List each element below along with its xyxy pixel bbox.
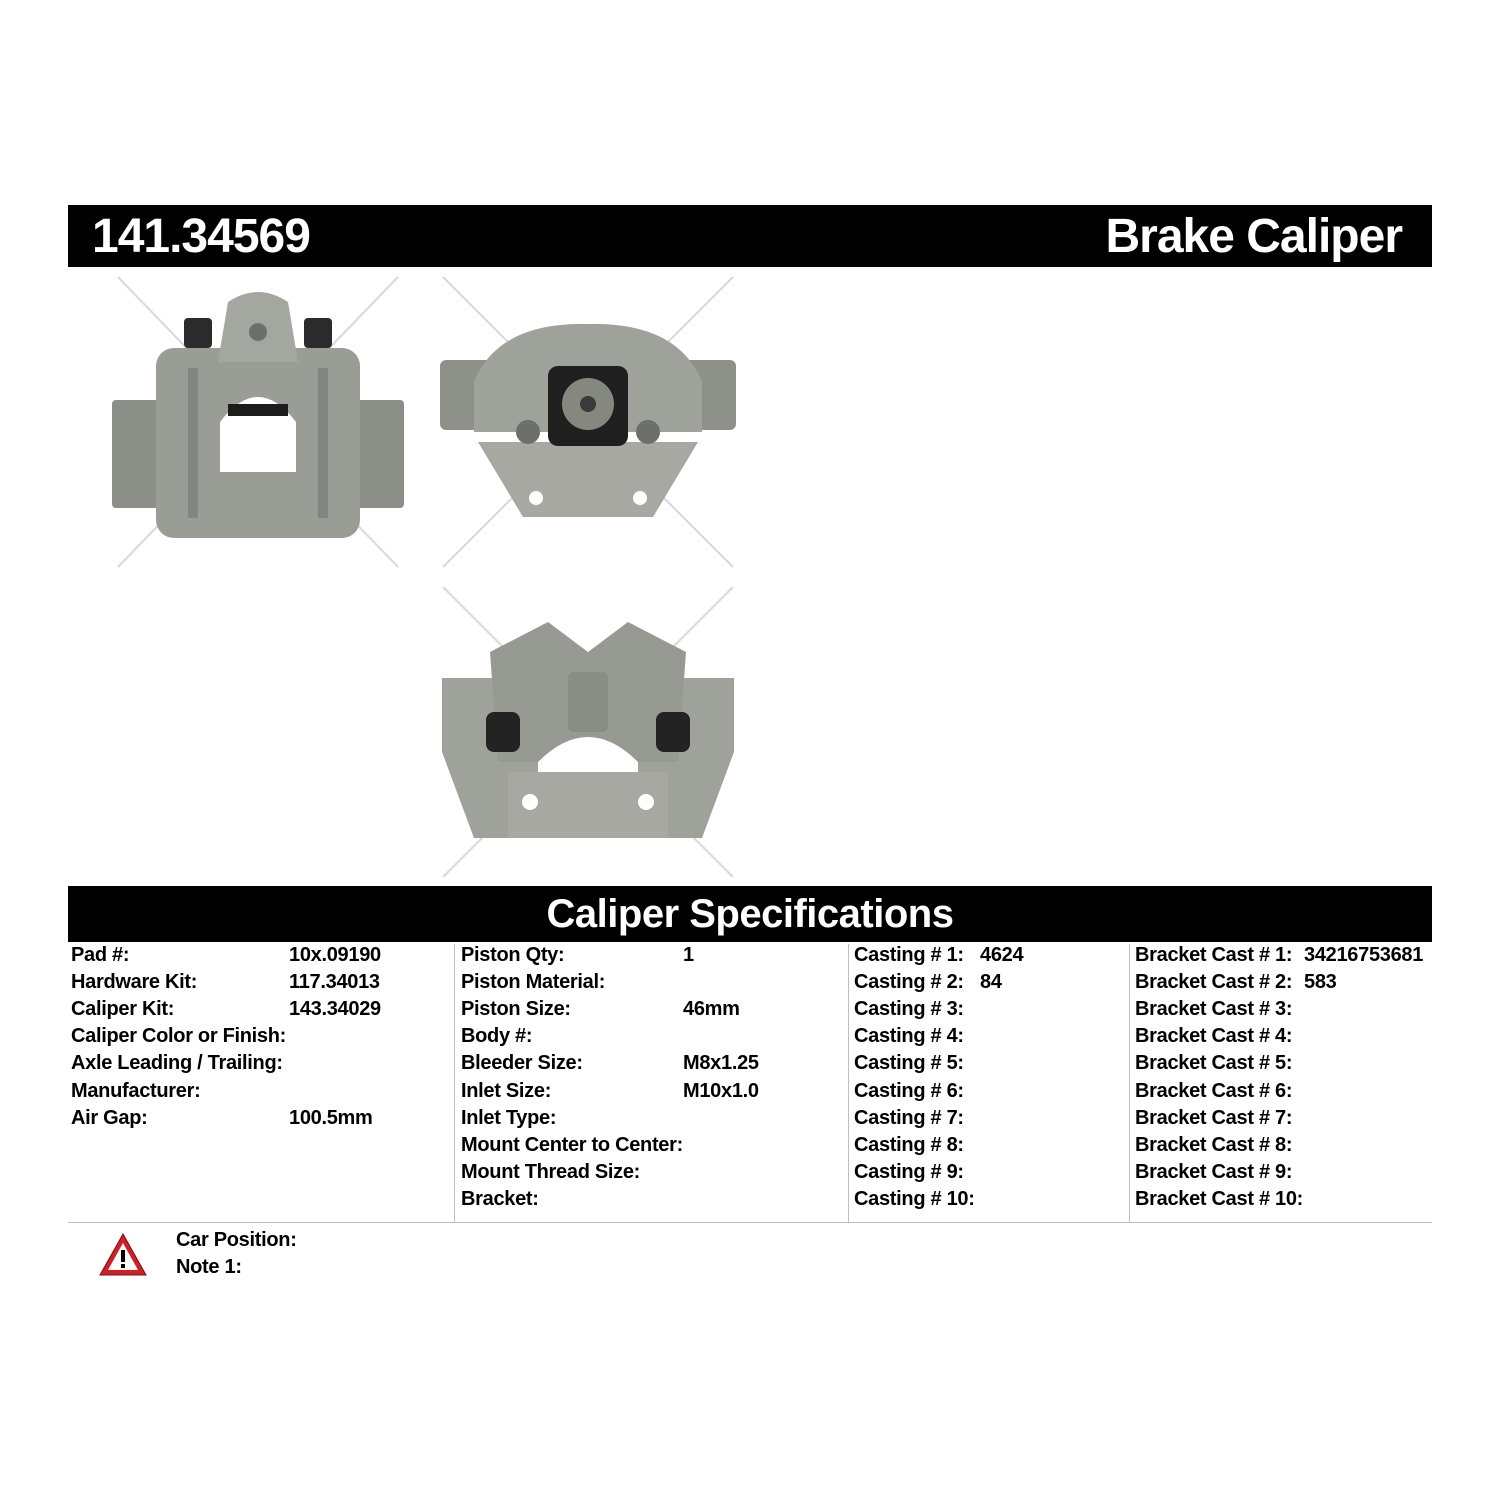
- spec-value: 10x.09190: [289, 944, 381, 966]
- spec-label: Bracket Cast # 4:: [1135, 1025, 1293, 1048]
- column-divider: [1129, 944, 1130, 1222]
- spec-value: 117.34013: [289, 971, 380, 994]
- spec-label: Inlet Size:: [461, 1079, 552, 1102]
- spec-label: Casting # 1:: [854, 944, 964, 966]
- title-bar: [68, 205, 1432, 267]
- spec-column-bracket-cast: [1135, 944, 1435, 1222]
- spec-label: Bracket Cast # 6:: [1135, 1079, 1293, 1102]
- warning-triangle-icon: [98, 1232, 148, 1278]
- spec-label: Bracket Cast # 1:: [1135, 944, 1293, 966]
- spec-label: Bracket Cast # 9:: [1135, 1160, 1293, 1183]
- caliper-top-view-image: [438, 582, 738, 882]
- car-position-label: Car Position:: [176, 1229, 297, 1251]
- spec-label: Bracket Cast # 5:: [1135, 1052, 1293, 1075]
- spec-label: Bracket Cast # 2:: [1135, 971, 1293, 994]
- spec-label: Piston Qty:: [461, 944, 565, 966]
- spec-label: Mount Center to Center:: [461, 1133, 683, 1156]
- caliper-front-view-image: [438, 272, 738, 572]
- spec-value: 1: [683, 944, 694, 966]
- spec-label: Caliper Color or Finish:: [71, 1025, 287, 1048]
- spec-label: Casting # 8:: [854, 1133, 964, 1156]
- spec-value: 583: [1304, 971, 1337, 994]
- column-divider: [848, 944, 849, 1222]
- spec-label: Casting # 2:: [854, 971, 964, 994]
- spec-label: Casting # 9:: [854, 1160, 964, 1183]
- spec-label: Bracket Cast # 7:: [1135, 1106, 1293, 1129]
- spec-label: Bracket Cast # 8:: [1135, 1133, 1293, 1156]
- spec-label: Caliper Kit:: [71, 998, 175, 1021]
- spec-label: Bracket Cast # 3:: [1135, 998, 1293, 1021]
- spec-label: Inlet Type:: [461, 1106, 557, 1129]
- spec-value: 34216753681: [1304, 944, 1424, 966]
- spec-label: Mount Thread Size:: [461, 1160, 641, 1183]
- spec-value: 100.5mm: [289, 1106, 373, 1129]
- spec-value: 84: [980, 971, 1002, 994]
- spec-label: Piston Size:: [461, 998, 571, 1021]
- spec-label: Casting # 6:: [854, 1079, 964, 1102]
- spec-value: 46mm: [683, 998, 740, 1021]
- part-type: Brake Caliper: [1105, 210, 1402, 263]
- part-number: 141.34569: [92, 210, 310, 263]
- spec-label: Bleeder Size:: [461, 1052, 583, 1075]
- caliper-rear-view-image: [108, 272, 408, 572]
- note-1-label: Note 1:: [176, 1256, 242, 1278]
- column-divider: [454, 944, 455, 1222]
- spec-bottom-rule: [68, 1222, 1432, 1223]
- spec-label: Casting # 7:: [854, 1106, 964, 1129]
- spec-value: M8x1.25: [683, 1052, 759, 1075]
- spec-column-general: [71, 944, 451, 1222]
- spec-label: Pad #:: [71, 944, 130, 966]
- spec-label: Axle Leading / Trailing:: [71, 1052, 283, 1075]
- specifications-title: Caliper Specifications: [546, 892, 954, 936]
- spec-label: Casting # 5:: [854, 1052, 964, 1075]
- specifications-header: [68, 886, 1432, 942]
- spec-label: Casting # 10:: [854, 1187, 975, 1210]
- spec-label: Air Gap:: [71, 1106, 148, 1129]
- spec-label: Casting # 3:: [854, 998, 964, 1021]
- spec-label: Piston Material:: [461, 971, 606, 994]
- spec-label: Body #:: [461, 1025, 533, 1048]
- spec-label: Manufacturer:: [71, 1079, 201, 1102]
- spec-column-casting: [854, 944, 1126, 1222]
- spec-label: Bracket:: [461, 1187, 539, 1210]
- spec-column-piston: [461, 944, 846, 1222]
- spec-value: 4624: [980, 944, 1024, 966]
- spec-label: Bracket Cast # 10:: [1135, 1187, 1304, 1210]
- spec-label: Casting # 4:: [854, 1025, 964, 1048]
- spec-value: 143.34029: [289, 998, 381, 1021]
- spec-value: M10x1.0: [683, 1079, 759, 1102]
- spec-label: Hardware Kit:: [71, 971, 198, 994]
